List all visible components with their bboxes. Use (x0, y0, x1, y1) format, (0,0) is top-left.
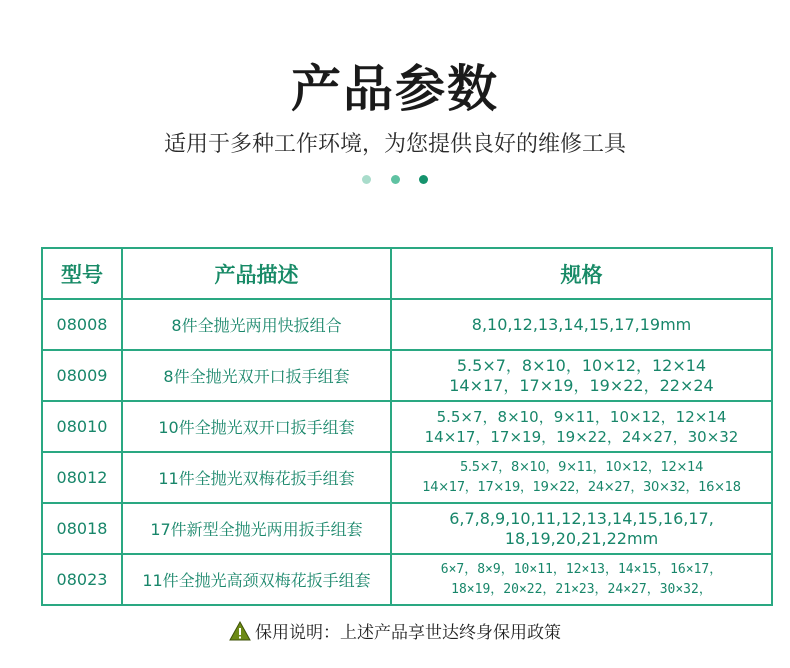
spec-line: 5.5×7，8×10，9×11，10×12，12×14 (459, 459, 704, 475)
spec-line: 6×7，8×9，10×11，12×13，14×15，16×17， (440, 561, 723, 577)
table-row (42, 299, 772, 350)
header-spec: 规格 (391, 248, 772, 299)
cell-model: 08023 (42, 554, 122, 605)
header-model: 型号 (42, 248, 122, 299)
table-row (42, 554, 772, 605)
spec-line: 5.5×7，8×10，9×11，10×12，12×14 (436, 407, 727, 426)
cell-description: 8件全抛光双开口扳手组套 (122, 350, 391, 401)
spec-line: 18×19，20×22，21×23，24×27，30×32， (451, 581, 712, 597)
cell-spec (391, 401, 772, 452)
spec-line: 6,7,8,9,10,11,12,13,14,15,16,17, (449, 508, 714, 528)
table-row (42, 503, 772, 554)
decorative-dots (362, 175, 432, 185)
cell-spec (391, 503, 772, 554)
table-row (42, 452, 772, 503)
warning-triangle-icon (229, 621, 251, 641)
dot-light (362, 175, 371, 184)
cell-model: 08010 (42, 401, 122, 452)
cell-spec (391, 554, 772, 605)
cell-model: 08009 (42, 350, 122, 401)
warranty-note (0, 620, 790, 646)
cell-description: 8件全抛光两用快扳组合 (122, 299, 391, 350)
dot-dark (419, 175, 428, 184)
cell-model: 08008 (42, 299, 122, 350)
warranty-text: 保用说明：上述产品享世达终身保用政策 (255, 623, 561, 643)
spec-line: 5.5×7，8×10，10×12，12×14 (456, 355, 707, 375)
cell-description: 11件全抛光双梅花扳手组套 (122, 452, 391, 503)
cell-model: 08012 (42, 452, 122, 503)
cell-description: 11件全抛光高颈双梅花扳手组套 (122, 554, 391, 605)
header-description: 产品描述 (122, 248, 391, 299)
product-params-table (41, 247, 773, 606)
cell-model: 08018 (42, 503, 122, 554)
spec-line: 18,19,20,21,22mm (504, 528, 659, 548)
cell-description: 17件新型全抛光两用扳手组套 (122, 503, 391, 554)
page-title: 产品参数 (291, 60, 499, 118)
cell-spec (391, 452, 772, 503)
spec-line: 14×17，17×19，19×22，24×27，30×32 (424, 427, 739, 446)
cell-description: 10件全抛光双开口扳手组套 (122, 401, 391, 452)
table-row (42, 350, 772, 401)
spec-line: 14×17，17×19，19×22，22×24 (449, 375, 714, 395)
dot-medium (391, 175, 400, 184)
cell-spec (391, 350, 772, 401)
spec-line: 8,10,12,13,14,15,17,19mm (471, 314, 692, 334)
cell-spec (391, 299, 772, 350)
page-subtitle: 适用于多种工作环境，为您提供良好的维修工具 (163, 132, 626, 157)
table-row (42, 401, 772, 452)
table-header-row (42, 248, 772, 299)
spec-line: 14×17，17×19，19×22，24×27，30×32，16×18 (422, 479, 741, 495)
